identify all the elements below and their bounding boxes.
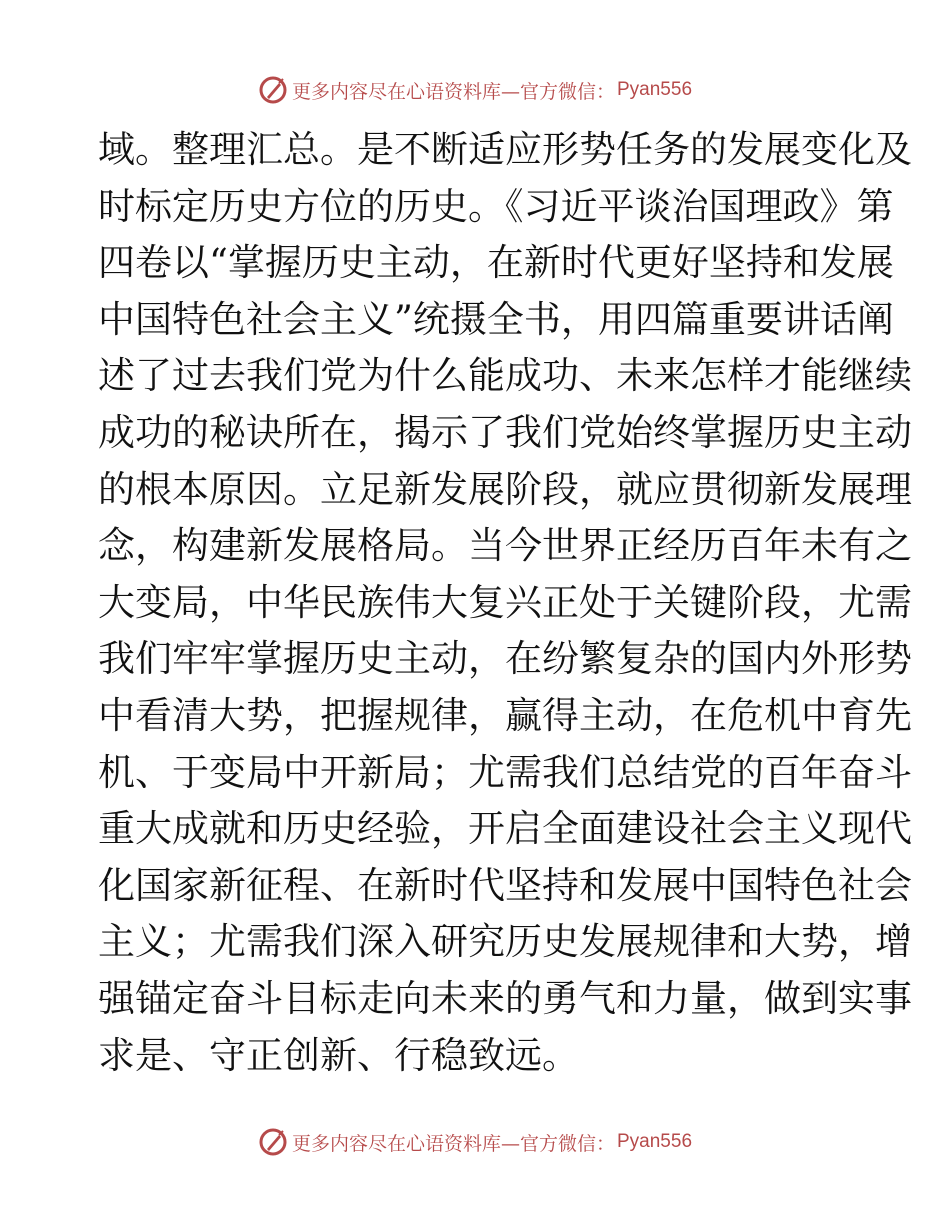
text-line: 成功的秘诀所在，揭示了我们党始终掌握历史主动 — [98, 410, 912, 454]
text-line: 重大成就和历史经验，开启全面建设社会主义现代 — [98, 807, 912, 851]
quill-pen-logo-icon — [258, 75, 288, 105]
text-line: 中国特色社会主义”统摄全书，用四篇重要讲话阐 — [98, 297, 894, 341]
text-line: 四卷以“掌握历史主动，在新时代更好坚持和发展 — [98, 241, 894, 285]
text-line: 述了过去我们党为什么能成功、未来怎样才能继续 — [98, 354, 912, 398]
body-paragraph — [98, 122, 912, 1084]
text-line: 大变局，中华民族伟大复兴正处于关键阶段，尤需 — [98, 580, 912, 624]
text-line: 主义；尤需我们深入研究历史发展规律和大势，增 — [98, 920, 912, 964]
text-line: 化国家新征程、在新时代坚持和发展中国特色社会 — [98, 863, 912, 907]
text-line: 时标定历史方位的历史。《习近平谈治国理政》第 — [98, 184, 894, 228]
text-line: 强锚定奋斗目标走向未来的勇气和力量，做到实事 — [98, 976, 912, 1020]
text-line: 求是、守正创新、行稳致远。 — [98, 1033, 579, 1077]
header-watermark — [0, 70, 950, 110]
header-watermark-text: 更多内容尽在心语资料库—官方微信： — [291, 80, 615, 103]
text-line: 我们牢牢掌握历史主动，在纷繁复杂的国内外形势 — [98, 637, 912, 681]
header-watermark-id: Pyan556 — [617, 79, 693, 100]
footer-watermark-id: Pyan556 — [617, 1131, 693, 1152]
text-line: 的根本原因。立足新发展阶段，就应贯彻新发展理 — [98, 467, 912, 511]
text-line: 域。整理汇总。是不断适应形势任务的发展变化及 — [98, 128, 912, 171]
text-line: 机、于变局中开新局；尤需我们总结党的百年奋斗 — [98, 750, 912, 794]
text-line: 念，构建新发展格局。当今世界正经历百年未有之 — [98, 524, 912, 568]
footer-watermark — [0, 1122, 950, 1162]
text-line: 中看清大势，把握规律，赢得主动，在危机中育先 — [98, 693, 912, 737]
quill-pen-logo-icon — [258, 1127, 288, 1157]
footer-watermark-text: 更多内容尽在心语资料库—官方微信： — [291, 1132, 615, 1155]
